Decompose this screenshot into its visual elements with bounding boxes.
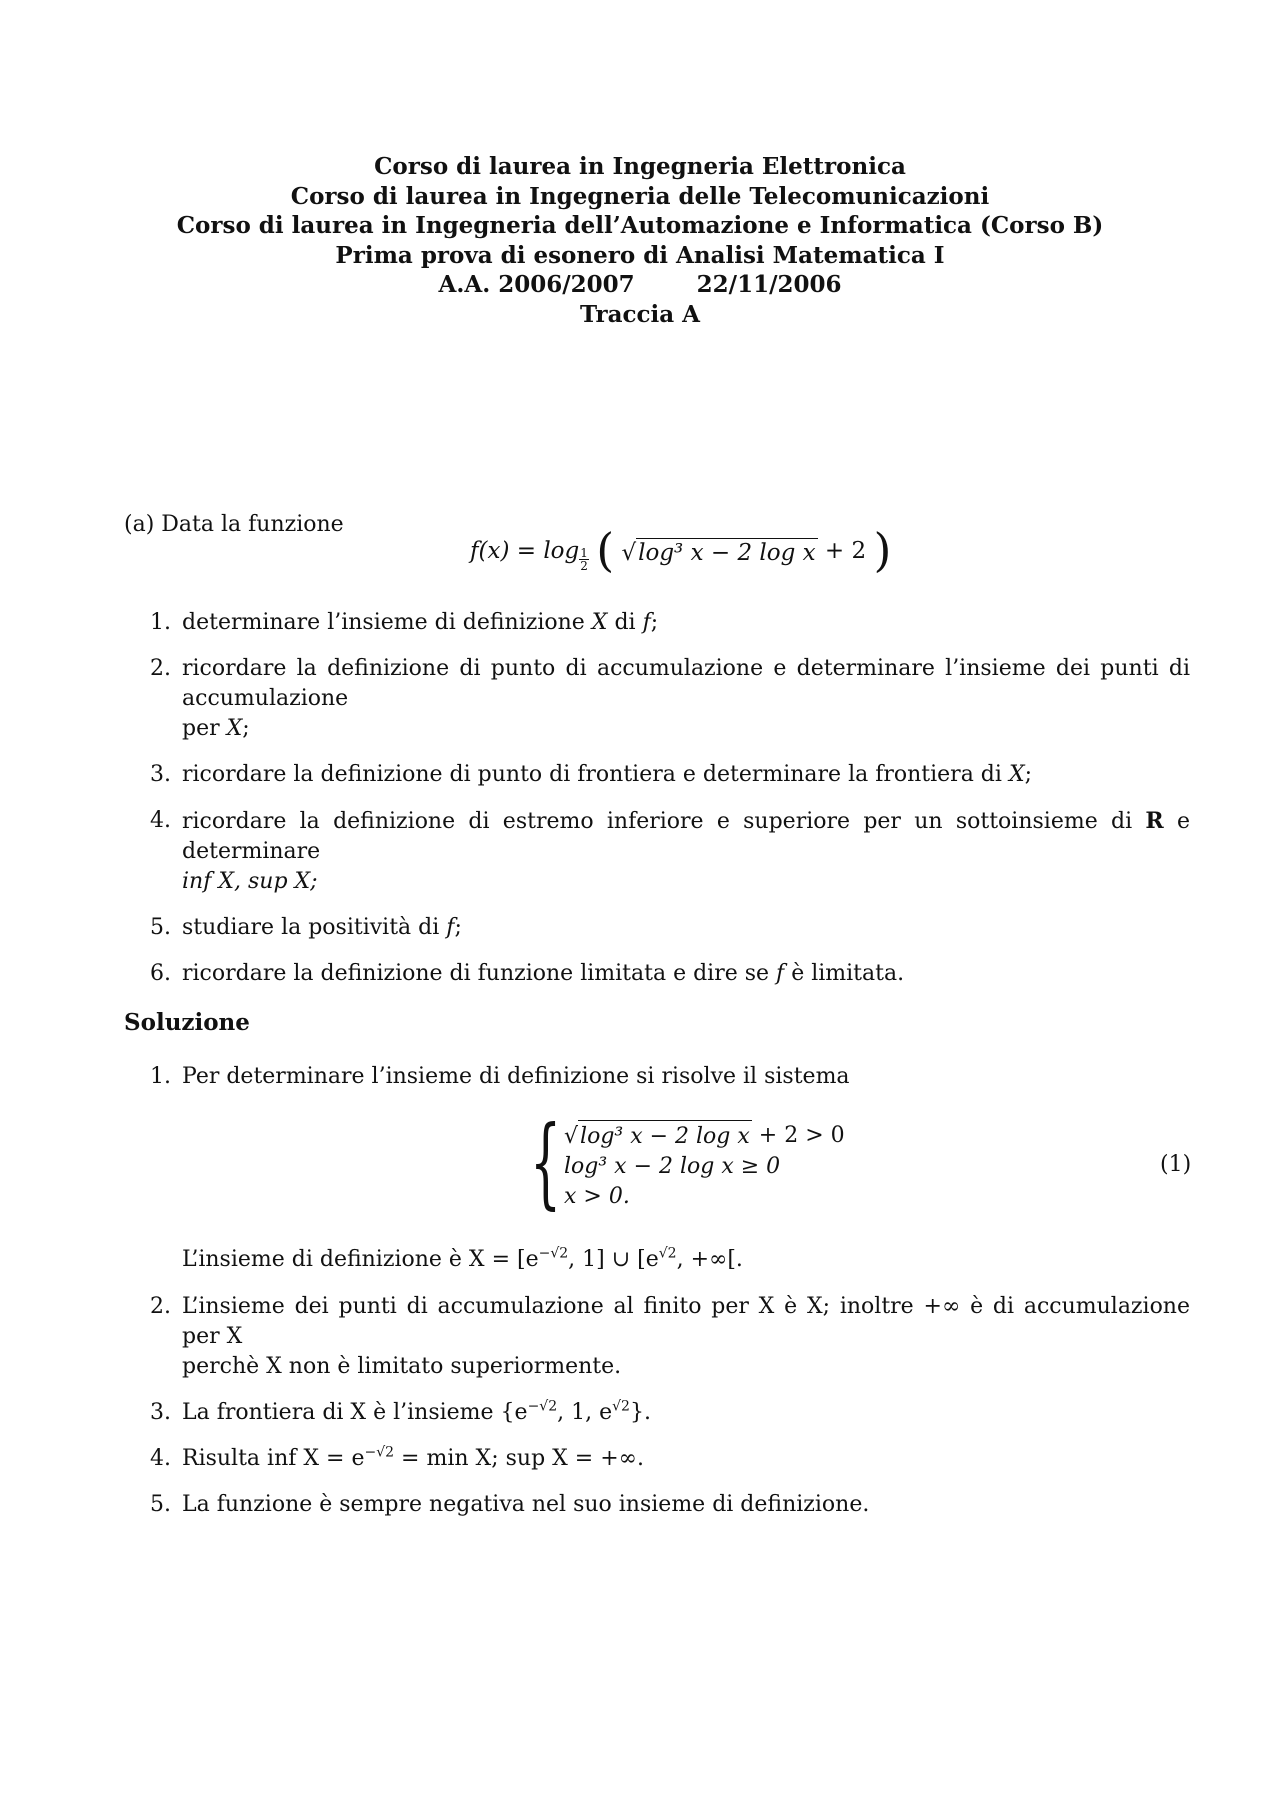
solution-item-5: 5. La funzione è sempre negativa nel suo insieme di definizione. bbox=[150, 1492, 870, 1517]
exam-date: 22/11/2006 bbox=[696, 271, 842, 298]
header-line-2: Corso di laurea in Ingegneria delle Telecomunicazioni bbox=[290, 182, 990, 210]
problem-item-4: 4. ricordare la definizione di estremo inferiore e superiore per un sottoinsieme di R e determinare inf X, sup X; bbox=[150, 808, 1191, 894]
solution-item-2: 2. L’insieme dei punti di accumulazione al finito per X è X; inoltre +∞ è di accumulazione per X perchè X non è limitato superiormente. bbox=[150, 1294, 1190, 1379]
system-row-2: log³ x − 2 log x ≥ 0 bbox=[564, 1154, 781, 1179]
problem-item-2: 2. ricordare la definizione di punto di accumulazione e determinare l’insieme dei punti di accumulazione per X; bbox=[150, 656, 1190, 741]
system-row-1: √log³ x − 2 log x + 2 > 0 bbox=[564, 1120, 845, 1152]
header-line-3: Corso di laurea in Ingegneria dell’Automazione e Informatica (Corso B) bbox=[176, 212, 1104, 239]
academic-year: A.A. 2006/2007 bbox=[438, 271, 635, 298]
document-header bbox=[0, 152, 1280, 329]
left-paren: ( bbox=[596, 523, 615, 577]
function-lhs: f(x) = log bbox=[470, 538, 580, 564]
problem-item-3: 3. ricordare la definizione di punto di frontiera e determinare la frontiera di X; bbox=[150, 762, 1033, 787]
left-brace: { bbox=[530, 1106, 562, 1220]
problem-item-1: 1. determinare l’insieme di definizione X di f; bbox=[150, 610, 659, 635]
header-line-4: Prima prova di esonero di Analisi Matematica I bbox=[335, 241, 945, 269]
right-paren: ) bbox=[873, 523, 892, 577]
sqrt-expression: √log³ x − 2 log x bbox=[621, 540, 816, 566]
track-label: Traccia A bbox=[580, 300, 700, 328]
solution-item-1: 1. Per determinare l’insieme di definizione si risolve il sistema bbox=[150, 1064, 850, 1089]
problem-intro: (a) Data la funzione bbox=[124, 512, 344, 537]
definition-system bbox=[530, 1106, 845, 1220]
problem-item-6: 6. ricordare la definizione di funzione limitata e dire se f è limitata. bbox=[150, 961, 905, 986]
header-date-line bbox=[0, 270, 1280, 300]
function-tail: + 2 bbox=[824, 538, 867, 564]
problem-item-5: 5. studiare la positività di f; bbox=[150, 915, 462, 940]
solution-title: Soluzione bbox=[124, 1009, 250, 1036]
solution-item-1-list bbox=[150, 1062, 1190, 1108]
system-row-3: x > 0. bbox=[564, 1184, 630, 1209]
header-line-1: Corso di laurea in Ingegneria Elettronica bbox=[374, 153, 906, 180]
solution-item-3: 3. La frontiera di X è l’insieme {$e^{-√2}$, 1, $e^{√2}$}. bbox=[150, 1398, 651, 1425]
solution-item-4: 4. Risulta inf $X = e^{-√2} = \min X$; sup X = +∞. bbox=[150, 1444, 644, 1471]
problem-items bbox=[150, 608, 1190, 1005]
log-base-fraction: $\frac{1}{2}$ bbox=[580, 546, 588, 573]
solution-items bbox=[150, 1292, 1190, 1536]
equation-number: (1) bbox=[1160, 1152, 1192, 1177]
function-definition bbox=[470, 523, 892, 577]
domain-statement: L’insieme di definizione è $X = [e^{-√2}$, 1] ∪ [$e^{√2}$, +∞[. bbox=[182, 1245, 743, 1272]
